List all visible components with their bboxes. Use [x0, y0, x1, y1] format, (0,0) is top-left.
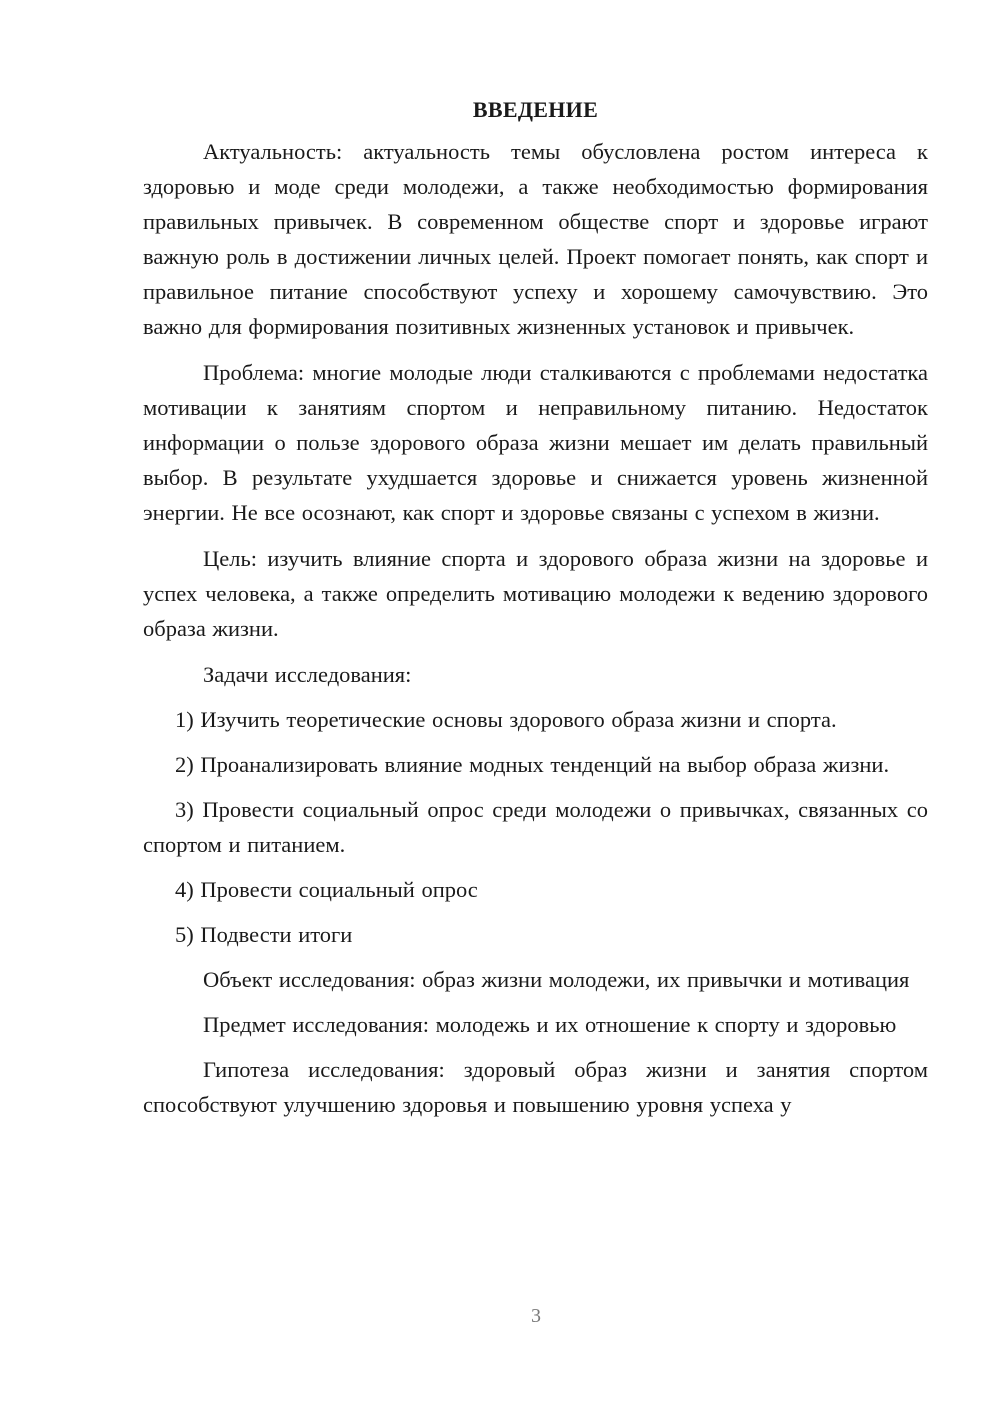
task-item-4: 4) Провести социальный опрос: [175, 877, 478, 902]
paragraph-subject: Предмет исследования: молодежь и их отношение к спорту и здоровью: [203, 1012, 897, 1037]
paragraph-goal: Цель: изучить влияние спорта и здорового образа жизни на здоровье и успех человека, а также определить мотивацию молодежи к ведению здорового образа жизни.: [143, 546, 928, 641]
paragraph-relevance: Актуальность: актуальность темы обусловлена ростом интереса к здоровью и моде среди молодежи, а также необходимостью формирования правильных привычек. В современном обществе спорт и здоровье играют важную роль в достижении личных целей. Проект помогает понять, как спорт и правильное питание способствуют успеху и хорошему самочувствию. Это важно для формирования позитивных жизненных установок и привычек.: [143, 139, 928, 339]
paragraph-hypothesis: Гипотеза исследования: здоровый образ жизни и занятия спортом способствуют улучшению здоровья и повышению уровня успеха у: [143, 1057, 928, 1117]
tasks-heading: Задачи исследования:: [203, 662, 412, 687]
document-page: [143, 92, 928, 1122]
page-title: ВВЕДЕНИЕ: [472, 97, 599, 122]
task-item-1: 1) Изучить теоретические основы здорового образа жизни и спорта.: [175, 707, 837, 732]
task-item-2: 2) Проанализировать влияние модных тенденций на выбор образа жизни.: [175, 752, 890, 777]
task-item-5: 5) Подвести итоги: [175, 922, 353, 947]
task-item-3: 3) Провести социальный опрос среди молодежи о привычках, связанных со спортом и питанием.: [143, 797, 928, 857]
page-number: 3: [531, 1305, 541, 1327]
paragraph-object: Объект исследования: образ жизни молодежи, их привычки и мотивация: [203, 967, 910, 992]
paragraph-problem: Проблема: многие молодые люди сталкиваются с проблемами недостатка мотивации к занятиям спортом и неправильному питанию. Недостаток информации о пользе здорового образа жизни мешает им делать правильный выбор. В результате ухудшается здоровье и снижается уровень жизненной энергии. Не все осознают, как спорт и здоровье связаны с успехом в жизни.: [143, 360, 928, 525]
